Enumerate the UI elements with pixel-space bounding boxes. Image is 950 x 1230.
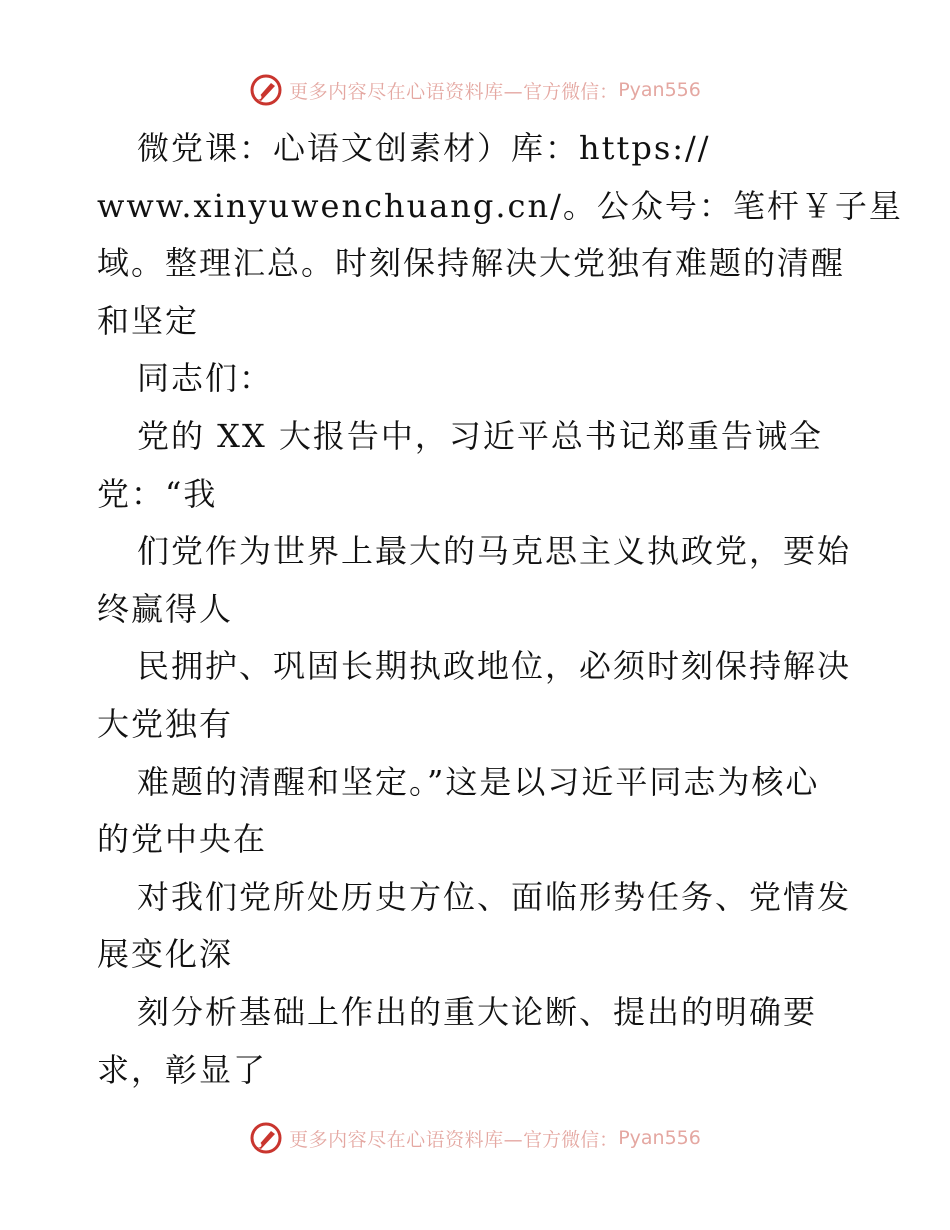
body-line: 党：“我 bbox=[97, 474, 218, 513]
footer-banner bbox=[0, 1118, 950, 1158]
body-line: 对我们党所处历史方位、面临形势任务、党情发 bbox=[137, 877, 852, 916]
body-line: 展变化深 bbox=[97, 935, 234, 974]
body-line: 们党作为世界上最大的马克思主义执政党，要始 bbox=[137, 532, 852, 571]
body-line: 终赢得人 bbox=[97, 589, 234, 628]
body-line: 大党独有 bbox=[97, 704, 234, 743]
header-banner bbox=[0, 70, 950, 110]
body-line: 微党课：心语文创素材）库：https:// bbox=[137, 129, 711, 167]
document-body bbox=[97, 120, 903, 1099]
body-line: 同志们： bbox=[137, 359, 274, 398]
footer-wechat-account: Pyan556 bbox=[618, 1127, 701, 1149]
footer-slogan: 更多内容尽在心语资料库— bbox=[289, 1128, 524, 1151]
body-line: 刻分析基础上作出的重大论断、提出的明确要 bbox=[137, 992, 818, 1031]
body-line: www.xinyuwenchuang.cn/。公众号：笔杆￥子星 bbox=[97, 186, 903, 225]
body-line: 域。整理汇总。时刻保持解决大党独有难题的清醒 bbox=[97, 244, 846, 283]
body-line: 难题的清醒和坚定。”这是以习近平同志为核心 bbox=[137, 762, 820, 801]
body-line: 民拥护、巩固长期执政地位，必须时刻保持解决 bbox=[137, 647, 852, 686]
body-line: 和坚定 bbox=[97, 301, 200, 340]
pen-circle-logo-icon bbox=[249, 1121, 283, 1155]
body-line: 的党中央在 bbox=[97, 820, 268, 859]
footer-wechat-label: 官方微信： bbox=[523, 1128, 619, 1151]
pen-circle-logo-icon bbox=[249, 73, 283, 107]
body-line: 求，彰显了 bbox=[97, 1050, 268, 1089]
header-slogan: 更多内容尽在心语资料库— bbox=[289, 80, 524, 103]
header-wechat-label: 官方微信： bbox=[523, 80, 619, 103]
body-line: 党的 XX 大报告中，习近平总书记郑重告诫全 bbox=[137, 416, 823, 455]
header-wechat-account: Pyan556 bbox=[618, 79, 701, 101]
